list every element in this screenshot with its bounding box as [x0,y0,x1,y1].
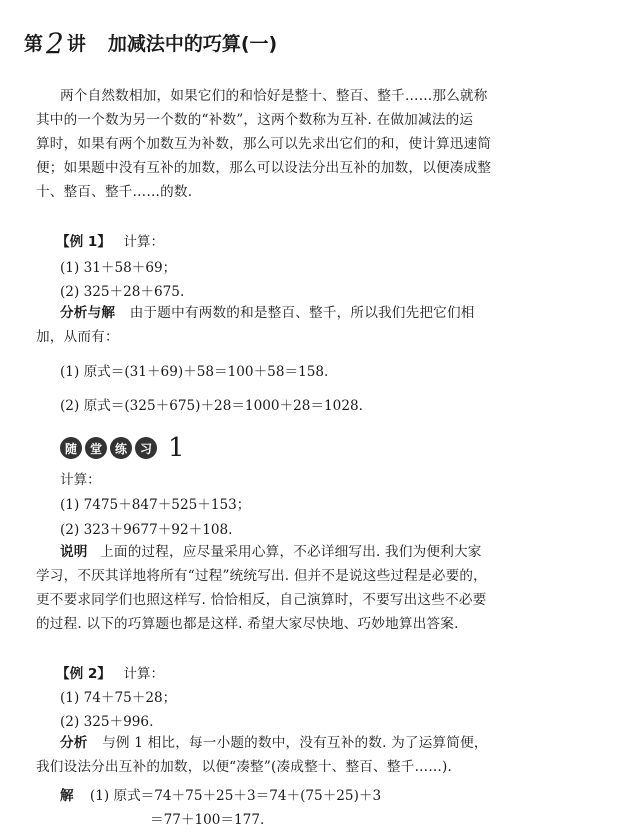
example-1-solution-1: (1) 原式＝(31＋69)＋58＝100＋58＝158. [60,364,329,380]
analysis-label: 分析与解 [60,305,116,321]
analysis-text-1: 由于题中有两数的和是整百、整千，所以我们先把它们相 [129,305,475,321]
intro-line-1: 两个自然数相加，如果它们的和恰好是整十、整百、整千……那么就称 [60,88,488,104]
note-line-2: 学习，不厌其详地将所有“过程”统统写出. 但并不是说这些过程是必要的， [36,568,487,584]
intro-line-5: 十、整百、整千……的数. [36,184,193,200]
note-label: 说明 [60,544,88,560]
solution-label: 解 [60,788,74,804]
example-2-item-1: (1) 74＋75＋28； [60,690,177,706]
note-line-3: 更不要求同学们也照这样写. 恰恰相反，自己演算时，不要写出这些不必要 [36,592,487,608]
note-text-1: 上面的过程，应尽量采用心算，不必详细写出. 我们为便利大家 [100,544,482,560]
solution-text-1: (1) 原式＝74＋75＋25＋3＝74＋(75＋25)＋3 [89,788,382,804]
example-2-solution-2: ＝77＋100＝177. [150,812,265,828]
practice-item-2: (2) 323＋9677＋92＋108. [60,522,233,538]
example-1-analysis [60,301,475,325]
page-title [24,27,277,60]
note-line-1 [60,540,482,564]
example-2-solution-1 [60,784,381,804]
example-2-analysis-2: 我们设法分出互补的加数，以便“凑整”(凑成整十、整百、整千……). [36,759,453,775]
lecture-number: 2 [46,27,64,60]
example-1-prompt: 计算： [123,234,165,250]
practice-badge-3: 练 [110,437,132,459]
example-1-header [56,230,164,250]
practice-badge-1: 随 [60,437,82,459]
example-2-analysis [60,731,488,755]
example-2-label: 【例 2】 [56,666,111,682]
intro-line-3: 算时，如果有两个加数互为补数，那么可以先求出它们的和，使计算迅速简 [36,136,492,152]
title-text: 加减法中的巧算(一) [107,33,278,55]
practice-item-1: (1) 7475＋847＋525＋153； [60,497,251,513]
practice-header [60,433,185,463]
example-1-item-1: (1) 31＋58＋69； [60,260,177,276]
example-2-prompt: 计算： [123,666,165,682]
note-line-4: 的过程. 以下的巧算题也都是这样. 希望大家尽快地、巧妙地算出答案. [36,616,459,632]
example-1-label: 【例 1】 [56,234,111,250]
practice-badge-4: 习 [135,437,157,459]
analysis-2-text-1: 与例 1 相比，每一小题的数中，没有互补的数. 为了运算简便， [102,735,488,751]
intro-line-4: 便；如果题中没有互补的加数，那么可以设法分出互补的加数，以便凑成整 [36,160,492,176]
example-1-analysis-2: 加，从而有： [36,329,119,345]
title-suffix: 讲 [66,33,86,55]
example-1-item-2: (2) 325＋28＋675. [60,284,185,300]
practice-number: 1 [168,433,185,463]
title-prefix: 第 [24,33,44,55]
example-2-item-2: (2) 325＋996. [60,714,154,730]
example-2-header [56,662,164,682]
practice-prompt: 计算： [60,472,101,488]
analysis-2-label: 分析 [60,735,88,751]
practice-badge-2: 堂 [85,437,107,459]
intro-line-2: 其中的一个数为另一个数的“补数”，这两个数称为互补. 在做加减法的运 [36,112,474,128]
example-1-solution-2: (2) 原式＝(325＋675)＋28＝1000＋28＝1028. [60,398,363,414]
